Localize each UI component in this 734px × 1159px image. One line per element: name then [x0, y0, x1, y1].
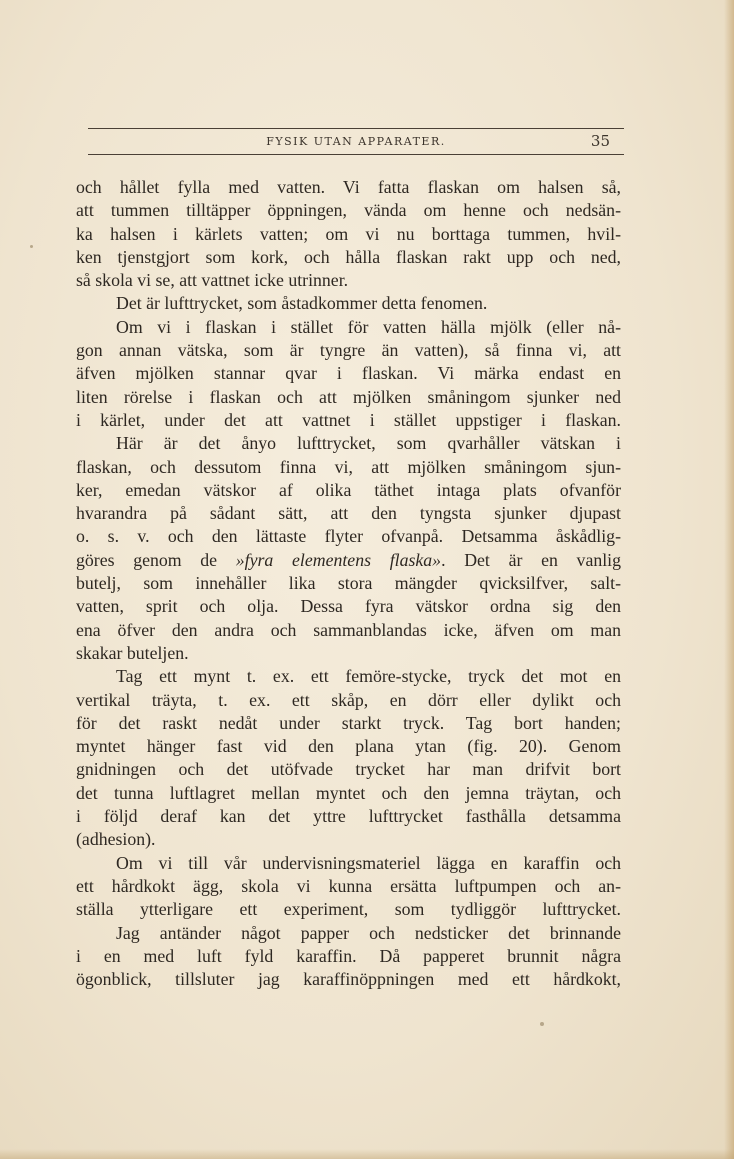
paper-speck	[540, 1022, 544, 1026]
text-line: och hållet fylla med vatten. Vi fatta flaskan om halsen så,	[76, 177, 621, 197]
text-line: så skola vi se, att vattnet icke utrinner.	[76, 270, 349, 291]
paragraph-start-line: Här är det ånyo lufttrycket, som qvarhåller vätskan i	[116, 433, 621, 454]
page-edge-shadow-bottom	[0, 1149, 734, 1159]
text-line: äfven mjölken stannar qvar i flaskan. Vi märka endast en	[76, 363, 621, 384]
page-edge-shadow-right	[724, 0, 734, 1159]
text-line: i följd deraf kan det yttre lufttrycket fasthålla detsamma	[76, 806, 621, 827]
text-line: ka halsen i kärlets vatten; om vi nu borttaga tummen, hvil-	[76, 223, 621, 244]
text-line: gon annan vätska, som är tyngre än vatten), så finna vi, att	[76, 340, 621, 361]
text-line: ena öfver den andra och sammanblandas icke, äfven om man	[76, 619, 621, 640]
text-line: att tummen tilltäpper öppningen, vända om henne och nedsän-	[76, 200, 621, 221]
text-line: i en med luft fyld karaffin. Då papperet brunnit några	[76, 945, 621, 966]
paragraph-start-line: Tag ett mynt t. ex. ett femöre-stycke, tryck det mot en	[116, 666, 621, 687]
text-line-with-italic	[76, 549, 621, 572]
italic-title: »fyra elementens flaska»	[235, 549, 442, 570]
text-line: ker, emedan vätskor af olika täthet intaga plats ofvanför	[76, 479, 621, 500]
paper-speck	[30, 245, 33, 248]
text-run: . Det är en vanlig	[441, 549, 621, 570]
text-line: liten rörelse i flaskan och att mjölken småningom sjunker ned	[76, 386, 621, 407]
text-line: i kärlet, under det att vattnet i stället uppstiger i flaskan.	[76, 409, 621, 430]
text-line: det tunna luftlagret mellan myntet och den jemna träytan, och	[76, 782, 621, 803]
text-line: för det raskt nedåt under starkt tryck. Tag bort handen;	[76, 712, 621, 733]
text-line: hvarandra på sådant sätt, att den tyngsta sjunker djupast	[76, 503, 621, 524]
text-line: myntet hänger fast vid den plana ytan (fig. 20). Genom	[76, 736, 621, 757]
header-rule-bottom	[88, 154, 624, 155]
text-line: ställa ytterligare ett experiment, som tydliggör lufttrycket.	[76, 899, 621, 920]
header-rule-top	[88, 128, 624, 129]
running-title: FYSIK UTAN APPARATER.	[266, 135, 446, 148]
text-line: (adhesion).	[76, 829, 156, 850]
text-run: göres genom de	[76, 549, 236, 570]
paragraph-start-line: Jag antänder något papper och nedsticker det brinnande	[116, 922, 621, 943]
page-number: 35	[590, 132, 610, 150]
text-line: flaskan, och dessutom finna vi, att mjölken småningom sjun-	[76, 456, 621, 477]
text-line: ken tjenstgjort som kork, och hålla flaskan rakt upp och ned,	[76, 246, 621, 267]
text-line: ett hårdkokt ägg, skola vi kunna ersätta luftpumpen och an-	[76, 875, 621, 896]
text-line: vatten, sprit och olja. Dessa fyra vätskor ordna sig den	[76, 596, 621, 617]
text-line: vertikal träyta, t. ex. ett skåp, en dörr eller dylikt och	[76, 689, 621, 710]
paragraph-start-line: Om vi i flaskan i stället för vatten hälla mjölk (eller nå-	[116, 316, 621, 337]
running-head	[88, 132, 624, 154]
text-line: ögonblick, tillsluter jag karaffinöppningen med ett hårdkokt,	[76, 969, 621, 990]
text-line: gnidningen och det utöfvade trycket har man drifvit bort	[76, 759, 621, 780]
text-line: skakar buteljen.	[76, 642, 189, 663]
paragraph-start-line: Om vi till vår undervisningsmateriel lägga en karaffin och	[116, 852, 621, 873]
text-line: butelj, som innehåller lika stora mängder qvicksilfver, salt-	[76, 573, 621, 594]
text-line: o. s. v. och den lättaste flyter ofvanpå. Detsamma åskådlig-	[76, 526, 621, 547]
body-text	[76, 176, 621, 991]
paragraph-start-line: Det är lufttrycket, som åstadkommer detta fenomen.	[116, 293, 488, 314]
